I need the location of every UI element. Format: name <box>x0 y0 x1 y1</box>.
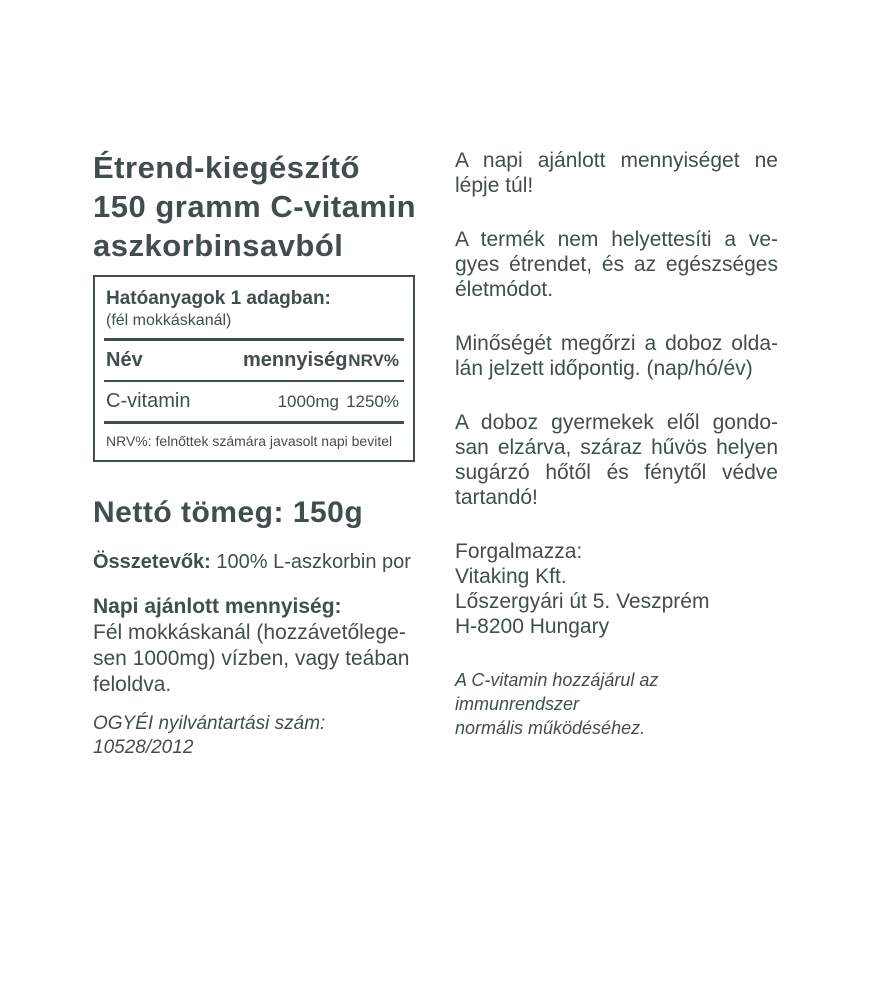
table-footnote: NRV%: felnőttek számára javasolt napi bevitel <box>106 433 393 449</box>
ingredients-value: 100% L-aszkorbin por <box>216 551 411 573</box>
column-header-quantity: mennyiség <box>243 349 348 371</box>
table-subheading: (fél mokkáskanál) <box>106 312 232 329</box>
daily-dose-text: Fél mokkáskanál (hozzávetőlege- sen 1000mg) vízben, vagy teában feloldva. <box>93 621 410 696</box>
nutrient-nrv: 1250% <box>346 392 399 411</box>
net-weight: Nettó tömeg: 150g <box>93 496 364 529</box>
nutrient-row <box>95 382 413 421</box>
ingredients-line <box>93 550 419 574</box>
column-header-nrv: NRV% <box>348 351 399 370</box>
nutrient-quantity: 1000mg <box>277 392 339 411</box>
table-column-headers <box>95 341 413 380</box>
warning-dosage: A napi ajánlott mennyiséget ne lépje túl! <box>455 149 778 197</box>
daily-dose-heading: Napi ajánlott mennyiség: <box>93 595 342 618</box>
daily-dose-section <box>93 594 419 698</box>
table-header <box>95 277 413 338</box>
warning-diet: A termék nem helyettesíti a ve- gyes étrendet, és az egészséges életmódot. <box>455 228 778 301</box>
product-title: Étrend-kiegészítő 150 gramm C-vitamin aszkorbinsavból <box>93 150 417 263</box>
column-header-name: Név <box>106 349 143 371</box>
left-column <box>93 148 419 760</box>
supplement-facts-table <box>93 275 415 462</box>
right-column <box>455 148 778 769</box>
health-claim: A C-vitamin hozzájárul az immunrendszer normális működéséhez. <box>455 670 659 738</box>
registration-number: OGYÉI nyilvántartási szám: 10528/2012 <box>93 713 326 758</box>
nutrient-name: C-vitamin <box>106 390 191 412</box>
table-heading: Hatóanyagok 1 adagban: <box>106 288 331 309</box>
storage-children-note: A doboz gyermekek elől gondo- san elzárva, száraz hűvös helyen sugárzó hőtől és fénytől védve tartandó! <box>455 411 778 509</box>
distributor-block: Forgalmazza: Vitaking Kft. Lőszergyári út 5. Veszprém H-8200 Hungary <box>455 540 710 638</box>
storage-quality-note: Minőségét megőrzi a doboz olda- lán jelzett időpontig. (nap/hó/év) <box>455 332 778 380</box>
ingredients-label: Összetevők: <box>93 551 211 573</box>
